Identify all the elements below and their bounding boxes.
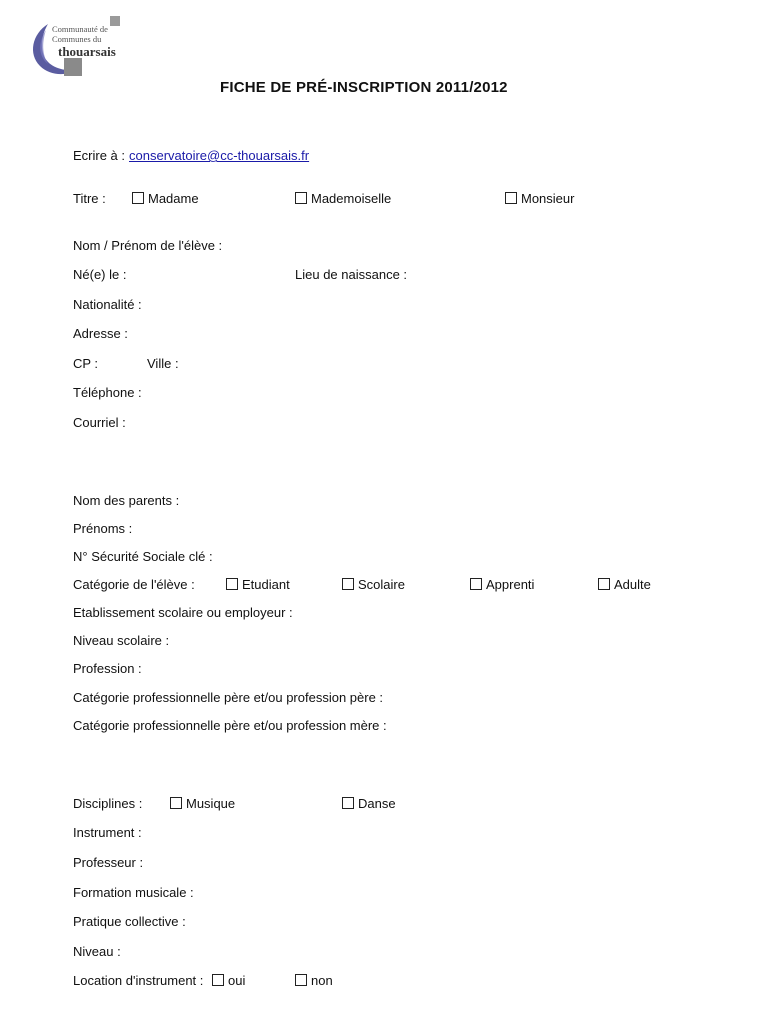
field-nom-prenom: Nom / Prénom de l'élève : bbox=[73, 238, 223, 253]
field-niveau: Niveau : bbox=[73, 944, 121, 959]
categorie-label: Catégorie de l'élève : bbox=[73, 577, 195, 592]
field-cat-pere: Catégorie professionnelle père et/ou profession père : bbox=[73, 690, 384, 705]
checkbox-scolaire[interactable] bbox=[342, 577, 405, 593]
checkbox-label: Monsieur bbox=[521, 191, 575, 206]
logo-line-1: Communauté de bbox=[52, 24, 108, 34]
disciplines-label: Disciplines : bbox=[73, 796, 143, 811]
field-niveau-scolaire: Niveau scolaire : bbox=[73, 633, 170, 648]
field-adresse: Adresse : bbox=[73, 326, 128, 341]
checkbox-adulte[interactable] bbox=[598, 577, 651, 593]
field-formation-musicale: Formation musicale : bbox=[73, 885, 194, 900]
ecrire-label: Ecrire à : bbox=[73, 148, 126, 163]
checkbox-icon bbox=[342, 578, 354, 590]
field-cat-mere: Catégorie professionnelle père et/ou profession mère : bbox=[73, 718, 387, 733]
checkbox-icon bbox=[342, 797, 354, 809]
field-lieu-naissance: Lieu de naissance : bbox=[295, 267, 408, 282]
checkbox-location-oui[interactable] bbox=[212, 973, 245, 989]
checkbox-apprenti[interactable] bbox=[470, 577, 534, 593]
checkbox-label: Mademoiselle bbox=[311, 191, 392, 206]
checkbox-icon bbox=[170, 797, 182, 809]
field-ville: Ville : bbox=[147, 356, 179, 371]
field-professeur: Professeur : bbox=[73, 855, 144, 870]
checkbox-monsieur[interactable] bbox=[505, 191, 574, 207]
checkbox-label: Madame bbox=[148, 191, 199, 206]
checkbox-label: Musique bbox=[186, 796, 236, 811]
checkbox-location-non[interactable] bbox=[295, 973, 333, 989]
checkbox-label: Danse bbox=[358, 796, 396, 811]
field-nom-parents: Nom des parents : bbox=[73, 493, 180, 508]
logo-line-3: thouarsais bbox=[58, 44, 116, 59]
field-etablissement: Etablissement scolaire ou employeur : bbox=[73, 605, 293, 620]
checkbox-mademoiselle[interactable] bbox=[295, 191, 391, 207]
checkbox-musique[interactable] bbox=[170, 796, 235, 812]
checkbox-icon bbox=[226, 578, 238, 590]
checkbox-label: Scolaire bbox=[358, 577, 405, 592]
logo-line-2: Communes du bbox=[52, 34, 102, 44]
checkbox-icon bbox=[598, 578, 610, 590]
email-link[interactable]: conservatoire@cc-thouarsais.fr bbox=[129, 148, 310, 163]
checkbox-icon bbox=[132, 192, 144, 204]
checkbox-label: non bbox=[311, 973, 333, 988]
field-ne-le: Né(e) le : bbox=[73, 267, 127, 282]
field-pratique-collective: Pratique collective : bbox=[73, 914, 186, 929]
field-profession: Profession : bbox=[73, 661, 142, 676]
checkbox-label: Adulte bbox=[614, 577, 651, 592]
checkbox-label: Apprenti bbox=[486, 577, 535, 592]
field-instrument: Instrument : bbox=[73, 825, 142, 840]
checkbox-icon bbox=[295, 192, 307, 204]
field-nationalite: Nationalité : bbox=[73, 297, 142, 312]
field-courriel: Courriel : bbox=[73, 415, 126, 430]
checkbox-icon bbox=[212, 974, 224, 986]
checkbox-danse[interactable] bbox=[342, 796, 396, 812]
checkbox-icon bbox=[295, 974, 307, 986]
checkbox-icon bbox=[470, 578, 482, 590]
location-label: Location d'instrument : bbox=[73, 973, 204, 988]
field-telephone: Téléphone : bbox=[73, 385, 142, 400]
checkbox-icon bbox=[505, 192, 517, 204]
field-secu: N° Sécurité Sociale clé : bbox=[73, 549, 213, 564]
titre-label: Titre : bbox=[73, 191, 106, 206]
field-prenoms: Prénoms : bbox=[73, 521, 133, 536]
checkbox-etudiant[interactable] bbox=[226, 577, 290, 593]
organization-logo bbox=[22, 14, 122, 80]
page-title: FICHE DE PRÉ-INSCRIPTION 2011/2012 bbox=[220, 79, 508, 96]
field-cp: CP : bbox=[73, 356, 99, 371]
checkbox-label: Etudiant bbox=[242, 577, 290, 592]
checkbox-label: oui bbox=[228, 973, 246, 988]
checkbox-madame[interactable] bbox=[132, 191, 199, 207]
